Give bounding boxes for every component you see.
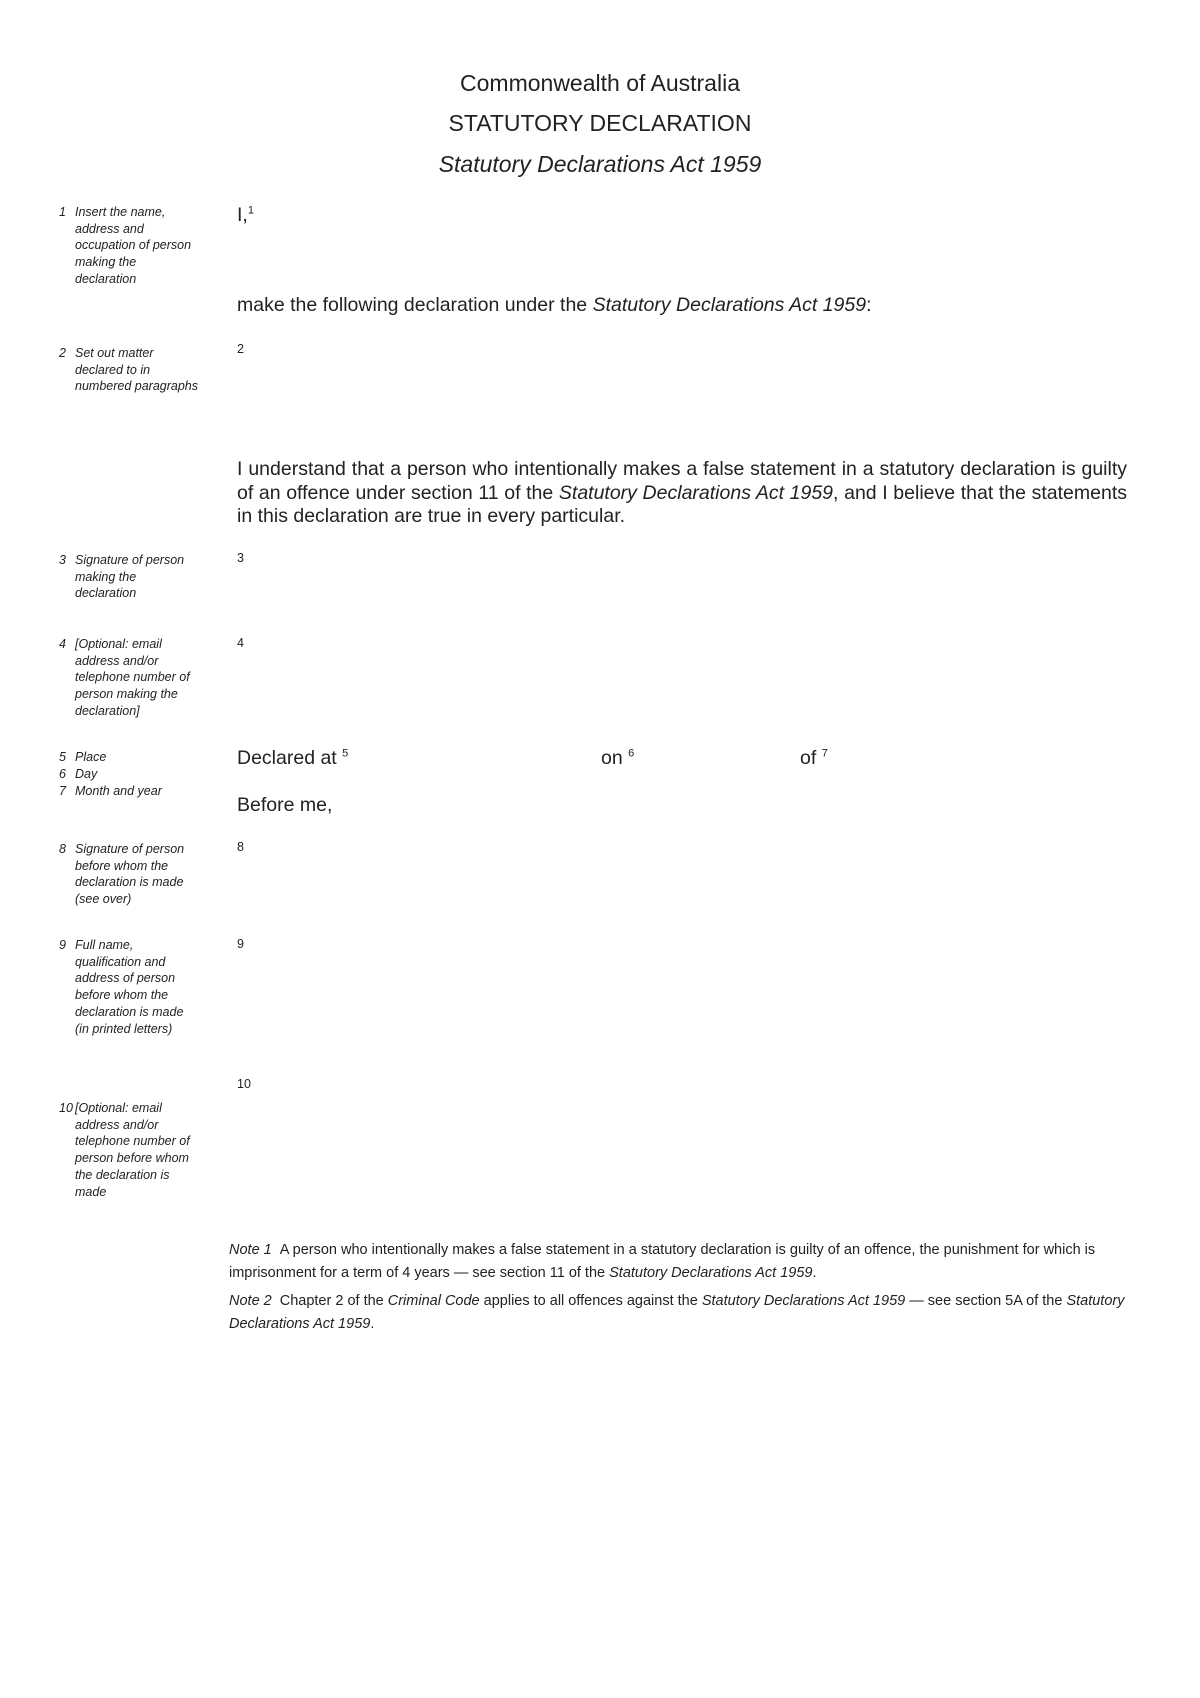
understand-text-a: I understand that a person who intentionally makes a false statement in a statutory declaration is guilty of an offence under section 11 of the <box>237 458 1127 504</box>
note-2-text-a: Chapter 2 of the <box>279 1293 388 1309</box>
header-act: Statutory Declarations Act 1959 <box>438 151 762 177</box>
side-note-7 <box>59 783 199 800</box>
make-decl-prefix: make the following declaration under the <box>237 294 593 316</box>
declared-on <box>601 747 634 770</box>
side-note-text: Place <box>75 750 107 764</box>
note-2-end: . <box>370 1315 375 1332</box>
side-note-text: Insert the name, address and occupation of person making the declaration <box>75 205 192 286</box>
side-note-text: Full name, qualification and address of person before whom the declaration is made (in printed letters) <box>75 938 184 1036</box>
side-note-text: Set out matter declared to in numbered paragraphs <box>75 346 198 394</box>
side-note-number: 5 <box>59 750 66 764</box>
understand-text-b: , and I believe that the statements in this declaration are true in every particular. <box>237 481 1128 527</box>
declared-at <box>237 747 348 770</box>
ref-1: 1 <box>247 204 254 217</box>
note-1-act: Statutory Declarations Act 1959 <box>609 1264 813 1281</box>
note-2-label: Note 2 <box>229 1293 272 1309</box>
side-note-6 <box>59 766 199 783</box>
make-decl-act: Statutory Declarations Act 1959 <box>592 294 867 316</box>
side-note-10 <box>59 1100 199 1200</box>
ref-8: 8 <box>237 840 244 854</box>
ref-10: 10 <box>237 1077 251 1091</box>
side-note-3 <box>59 552 199 602</box>
side-note-number: 9 <box>59 938 66 952</box>
declared-at-label: Declared at <box>237 747 337 769</box>
side-note-number: 7 <box>59 784 66 798</box>
make-declaration-line <box>237 294 872 317</box>
note-1-end: . <box>812 1264 817 1281</box>
side-note-text: Day <box>75 767 98 781</box>
note-1-text: A person who intentionally makes a false statement in a statutory declaration is guilty of an offence, the punishment for which is imprisonment for a term of 4 years — see section 11 of the <box>229 1242 1096 1281</box>
declared-of <box>800 747 828 770</box>
side-note-number: 2 <box>59 346 66 360</box>
note-2-act-1: Statutory Declarations Act 1959 <box>701 1293 906 1309</box>
on-label: on <box>601 747 623 769</box>
side-note-2 <box>59 345 199 395</box>
ref-3: 3 <box>237 551 244 565</box>
make-decl-suffix: : <box>866 294 872 316</box>
side-note-text: [Optional: email address and/or telephone number of person making the declaration] <box>75 637 190 718</box>
header-title: STATUTORY DECLARATION <box>448 110 752 136</box>
side-note-number: 8 <box>59 842 66 856</box>
note-2-code: Criminal Code <box>387 1293 480 1309</box>
side-note-1 <box>59 204 199 288</box>
note-2 <box>229 1290 1154 1335</box>
side-note-number: 6 <box>59 767 66 781</box>
ref-5: 5 <box>342 747 349 760</box>
ref-6: 6 <box>628 747 635 760</box>
side-note-8 <box>59 841 199 908</box>
note-1-label: Note 1 <box>229 1242 272 1258</box>
declarant-intro <box>237 204 254 227</box>
i-label: I, <box>237 204 248 226</box>
side-note-5 <box>59 749 199 766</box>
before-me: Before me, <box>237 794 333 816</box>
of-label: of <box>800 747 817 769</box>
side-note-number: 3 <box>59 553 66 567</box>
side-note-text: [Optional: email address and/or telephone number of person before whom the declaration is made <box>75 1101 190 1199</box>
note-1 <box>229 1239 1154 1284</box>
side-note-number: 10 <box>59 1101 73 1115</box>
ref-7: 7 <box>821 747 828 760</box>
note-2-text-b: applies to all offences against the <box>479 1293 702 1309</box>
side-note-9 <box>59 937 199 1037</box>
side-note-text: Signature of person making the declaration <box>75 553 185 601</box>
note-2-text-c: — see section 5A of the <box>905 1293 1067 1309</box>
note-2-act-2: Statutory Declarations Act 1959 <box>229 1293 1125 1332</box>
side-note-text: Signature of person before whom the declaration is made (see over) <box>75 842 185 907</box>
ref-4: 4 <box>237 636 244 650</box>
side-note-number: 1 <box>59 205 66 219</box>
ref-2: 2 <box>237 342 244 356</box>
side-note-text: Month and year <box>75 784 162 798</box>
ref-9: 9 <box>237 937 244 951</box>
understanding-paragraph <box>237 458 1127 529</box>
understand-act: Statutory Declarations Act 1959 <box>558 481 834 504</box>
side-note-4 <box>59 636 199 720</box>
header-commonwealth: Commonwealth of Australia <box>460 70 740 96</box>
side-note-number: 4 <box>59 637 66 651</box>
